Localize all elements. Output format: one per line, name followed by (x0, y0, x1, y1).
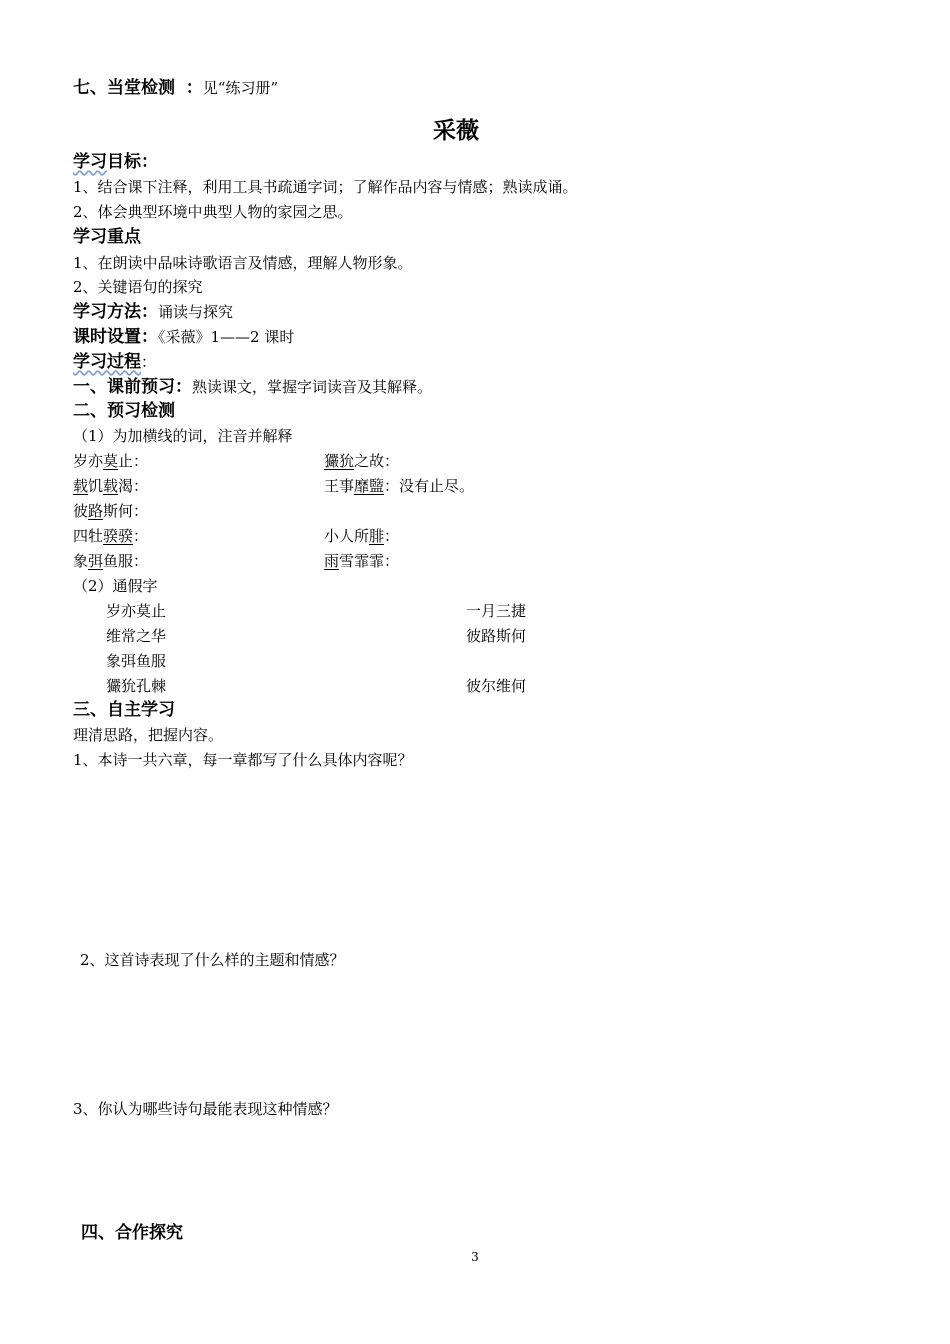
vocab-text: 岁亦 (73, 452, 104, 470)
focus-heading: 学习重点 (73, 227, 141, 247)
section-7-line (73, 78, 278, 98)
page-number: 3 (471, 1250, 479, 1264)
section-2-heading: 二、预习检测 (73, 401, 175, 421)
vocab-text: 之故： (354, 452, 400, 470)
section-4-heading: 四、合作探究 (81, 1223, 183, 1243)
goals-heading-a: 学习 (73, 152, 107, 172)
tongjia-item: 象弭鱼服 (106, 652, 167, 670)
section-1-line (73, 377, 432, 397)
vocab-underlined: 莫 (103, 452, 119, 470)
vocab-text: 渴： (118, 477, 149, 495)
vocab-text: 饥 (88, 477, 104, 495)
goals-heading (73, 152, 158, 172)
process-colon: ： (141, 353, 157, 371)
goal-item-1: 1、结合课下注释，利用工具书疏通字词；了解作品内容与情感；熟读成诵。 (73, 178, 578, 196)
vocab-item (73, 501, 148, 521)
vocab-underlined: 靡盬 (354, 477, 385, 495)
vocab-underlined: 腓 (369, 527, 385, 545)
vocab-text: ： (133, 527, 149, 545)
section-3-question-3: 3、你认为哪些诗句最能表现这种情感？ (73, 1100, 338, 1118)
vocab-underlined: 载 (73, 477, 89, 495)
vocab-text: 斯何： (103, 502, 149, 520)
vocab-text: 小人所 (324, 527, 370, 545)
tongjia-item: 彼路斯何 (466, 627, 527, 645)
section-2-question-1: （1）为加横线的词，注音并解释 (73, 427, 293, 445)
vocab-underlined: 骙骙 (103, 527, 134, 545)
vocab-underlined: 路 (88, 502, 104, 520)
section-1-heading: 一、课前预习： (73, 377, 192, 397)
schedule-line (73, 327, 294, 347)
vocab-item (324, 551, 399, 571)
section-2-question-2: （2）通假字 (73, 577, 158, 595)
vocab-text: ：没有止尽。 (384, 477, 475, 495)
section-7-colon: ： (185, 78, 203, 98)
vocab-underlined: 弭 (88, 552, 104, 570)
goal-item-2: 2、体会典型环境中典型人物的家园之思。 (73, 203, 353, 221)
vocab-underlined: 玁狁 (324, 452, 355, 470)
vocab-item (73, 451, 148, 471)
vocab-text: 王事 (324, 477, 355, 495)
schedule-heading: 课时设置： (73, 327, 158, 347)
page-title: 采薇 (433, 118, 479, 144)
section-7-heading: 七、当堂检测 (73, 78, 175, 98)
vocab-underlined: 载 (103, 477, 119, 495)
vocab-text: 象 (73, 552, 89, 570)
vocab-text: 止： (118, 452, 149, 470)
vocab-text: 鱼服： (103, 552, 149, 570)
vocab-item (324, 476, 474, 496)
vocab-text: 彼 (73, 502, 89, 520)
vocab-text: 雪霏霏： (339, 552, 400, 570)
section-7-text: 见“练习册” (202, 79, 279, 97)
method-heading: 学习方法： (73, 302, 158, 322)
section-3-question-1: 1、本诗一共六章，每一章都写了什么具体内容呢？ (73, 751, 413, 769)
process-line (73, 352, 156, 372)
section-3-question-2: 2、这首诗表现了什么样的主题和情感？ (80, 951, 345, 969)
goals-heading-c: ： (141, 152, 158, 172)
process-heading: 学习过程 (73, 352, 141, 372)
vocab-item (324, 526, 399, 546)
vocab-item (73, 476, 148, 496)
focus-item-1: 1、在朗读中品味诗歌语言及情感，理解人物形象。 (73, 254, 413, 272)
vocab-item (73, 551, 148, 571)
schedule-text: 《采薇》1——2 课时 (158, 328, 295, 346)
vocab-text: ： (384, 527, 400, 545)
focus-item-2: 2、关键语句的探究 (73, 278, 203, 296)
goals-heading-b: 目标 (107, 152, 141, 172)
vocab-text: 四牡 (73, 527, 104, 545)
method-text: 诵读与探究 (158, 303, 234, 321)
section-1-text: 熟读课文，掌握字词读音及其解释。 (192, 378, 433, 396)
section-3-heading: 三、自主学习 (73, 700, 175, 720)
tongjia-item: 玁狁孔棘 (106, 677, 167, 695)
vocab-underlined: 雨 (324, 552, 340, 570)
tongjia-item: 一月三捷 (466, 602, 527, 620)
method-line (73, 302, 233, 322)
vocab-item (73, 526, 148, 546)
tongjia-item: 彼尔维何 (466, 677, 527, 695)
tongjia-item: 岁亦莫止 (106, 602, 167, 620)
tongjia-item: 维常之华 (106, 627, 167, 645)
vocab-item (320, 451, 399, 471)
section-3-intro: 理清思路，把握内容。 (73, 726, 224, 744)
